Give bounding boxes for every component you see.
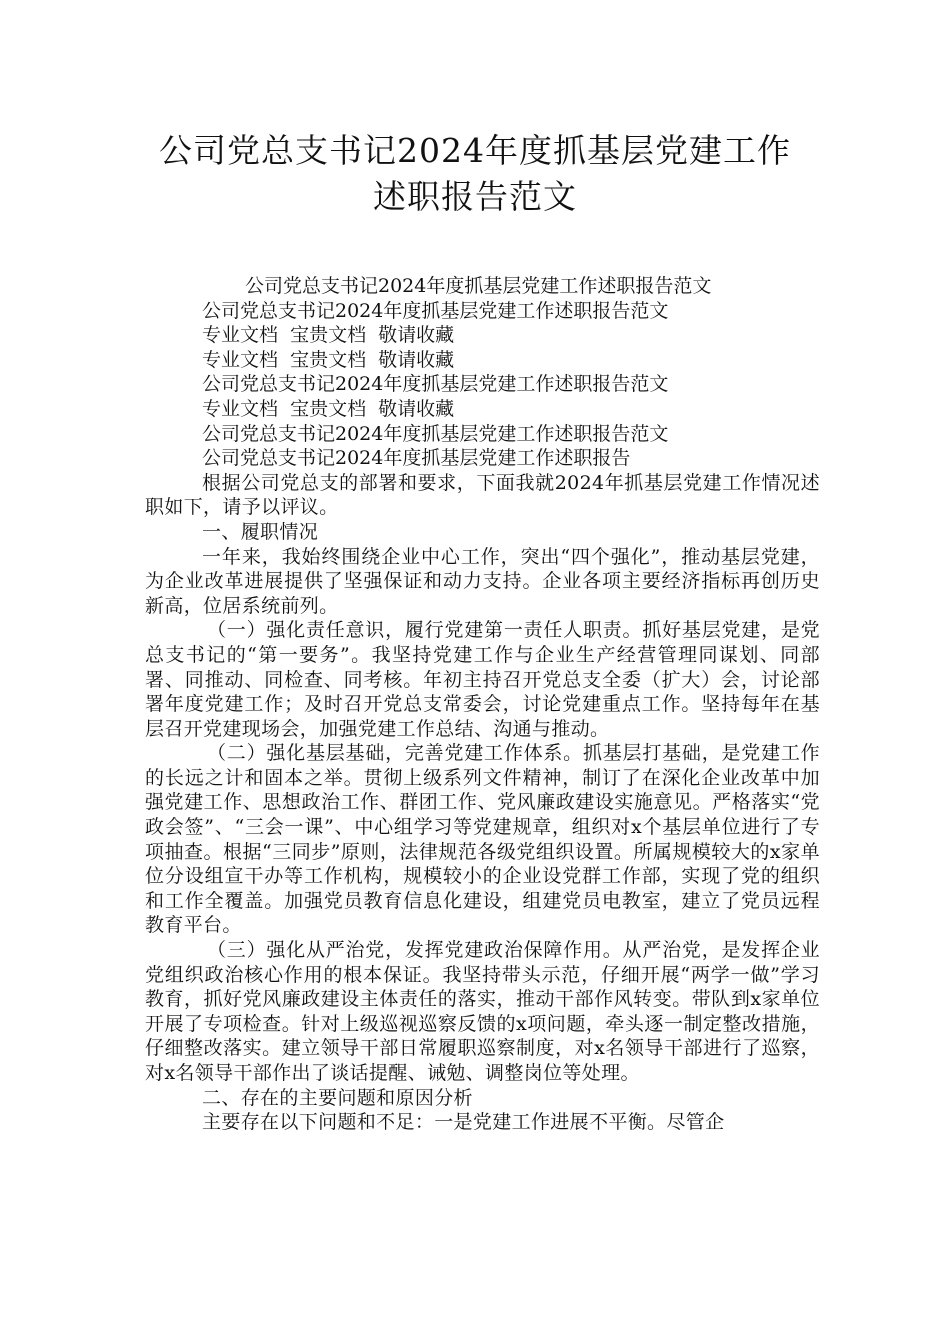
- paragraph: 一年来，我始终围绕企业中心工作，突出“四个强化”，推动基层党建，为企业改革进展提供了坚强保证和动力支持。企业各项主要经济指标再创历史新高，位居系统前列。: [145, 545, 820, 617]
- header-line: 公司党总支书记2024年度抓基层党建工作述职报告范文: [202, 373, 669, 396]
- title-line-2: 述职报告范文: [373, 177, 577, 216]
- paragraph: （一）强化责任意识，履行党建第一责任人职责。抓好基层党建，是党总支书记的“第一要务”。我坚持党建工作与企业生产经营管理同谋划、同部署、同推动、同检查、同考核。年初主持召开党总支全委（扩大）会，讨论部署年度党建工作；及时召开党总支常委会，讨论党建重点工作。坚持每年在基层召开党建现场会，加强党建工作总结、沟通与推动。: [145, 619, 820, 740]
- paragraph: （三）强化从严治党，发挥党建政治保障作用。从严治党，是发挥企业党组织政治核心作用的根本保证。我坚持带头示范，仔细开展“两学一做”学习教育，抓好党风廉政建设主体责任的落实，推动干部作风转变。带队到x家单位开展了专项检查。针对上级巡视巡察反馈的x项问题，牵头逐一制定整改措施，仔细整改落实。建立领导干部日常履职巡察制度，对x名领导干部进行了巡察，对x名领导干部作出了谈话提醒、诫勉、调整岗位等处理。: [145, 939, 820, 1084]
- header-line: 专业文档 宝贵文档 敬请收藏: [202, 348, 455, 371]
- section-heading: 二、存在的主要问题和原因分析: [202, 1086, 473, 1109]
- paragraph: 主要存在以下问题和不足：一是党建工作进展不平衡。尽管企: [202, 1111, 725, 1134]
- paragraph: （二）强化基层基础，完善党建工作体系。抓基层打基础，是党建工作的长远之计和固本之举。贯彻上级系列文件精神，制订了在深化企业改革中加强党建工作、思想政治工作、群团工作、党风廉政建设实施意见。严格落实“党政会签”、“三会一课”、中心组学习等党建规章，组织对x个基层单位进行了专项抽查。根据“三同步”原则，法律规范各级党组织设置。所属规模较大的x家单位分设组宣干办等工作机构，规模较小的企业设党群工作部，实现了党的组织和工作全覆盖。加强党员教育信息化建设，组建党员电教室，建立了党员远程教育平台。: [145, 742, 820, 937]
- header-line: 公司党总支书记2024年度抓基层党建工作述职报告范文: [202, 422, 669, 445]
- header-line: 公司党总支书记2024年度抓基层党建工作述职报告: [202, 447, 631, 470]
- header-line: 公司党总支书记2024年度抓基层党建工作述职报告范文: [202, 299, 669, 322]
- header-line: 公司党总支书记2024年度抓基层党建工作述职报告范文: [245, 275, 712, 297]
- document-body: [145, 274, 820, 1135]
- document-title: [100, 128, 850, 220]
- title-line-1: 公司党总支书记2024年度抓基层党建工作: [159, 131, 791, 170]
- section-heading: 一、履职情况: [202, 520, 319, 543]
- header-line: 专业文档 宝贵文档 敬请收藏: [202, 324, 455, 347]
- header-line: 专业文档 宝贵文档 敬请收藏: [202, 397, 455, 420]
- paragraph-intro: 根据公司党总支的部署和要求，下面我就2024年抓基层党建工作情况述职如下，请予以评议。: [145, 471, 820, 519]
